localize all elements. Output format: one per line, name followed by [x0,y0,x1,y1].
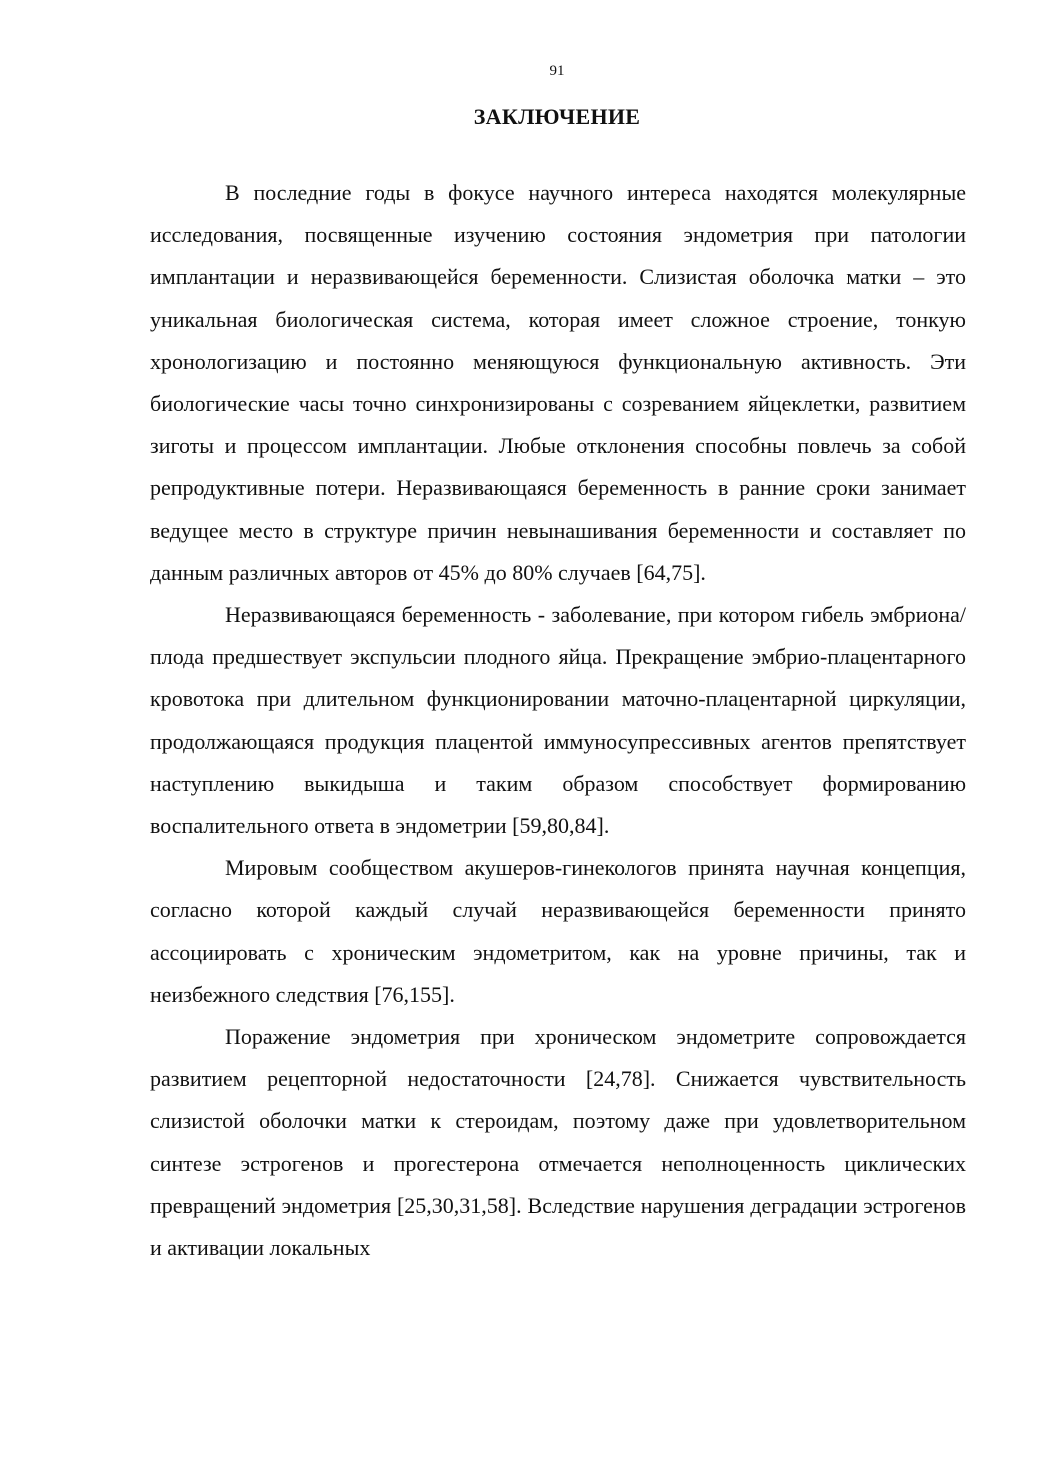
page-title: ЗАКЛЮЧЕНИЕ [473,104,641,129]
paragraph-4: Поражение эндометрия при хроническом эндометрите сопровождается развитием рецепторной недостаточности [24,78]. Снижается чувствительность слизистой оболочки матки к стероидам, поэтому даже при удовлетворительном синтезе эстрогенов и прогестерона отмечается неполноценность циклических превращений эндометрия [25,30,31,58]. Вследствие нарушения деградации эстрогенов и активации локальных [150,1024,966,1261]
paragraph-2: Неразвивающаяся беременность - заболевание, при котором гибель эмбриона/плода предшествует экспульсии плодного яйца. Прекращение эмбрио-плацентарного кровотока при длительном функционировании маточно-плацентарной циркуляции, продолжающаяся продукция плацентой иммуносупрессивных агентов препятствует наступлению выкидыша и таким образом способствует формированию воспалительного ответа в эндометрии [59,80,84]. [150,602,966,839]
page-number: 91 [549,63,565,79]
document-body [150,172,966,1269]
paragraph-3: Мировым сообществом акушеров-гинекологов принята научная концепция, согласно которой каждый случай неразвивающейся беременности принято ассоциировать с хроническим эндометритом, как на уровне причины, так и неизбежного следствия [76,155]. [150,855,966,1007]
paragraph-1: В последние годы в фокусе научного интереса находятся молекулярные исследования, посвященные изучению состояния эндометрия при патологии имплантации и неразвивающейся беременности. Слизистая оболочка матки – это уникальная биологическая система, которая имеет сложное строение, тонкую хронологизацию и постоянно меняющуюся функциональную активность. Эти биологические часы точно синхронизированы с созреванием яйцеклетки, развитием зиготы и процессом имплантации. Любые отклонения способны повлечь за собой репродуктивные потери. Неразвивающаяся беременность в ранние сроки занимает ведущее место в структуре причин невынашивания беременности и составляет по данным различных авторов от 45% до 80% случаев [64,75]. [150,180,966,585]
